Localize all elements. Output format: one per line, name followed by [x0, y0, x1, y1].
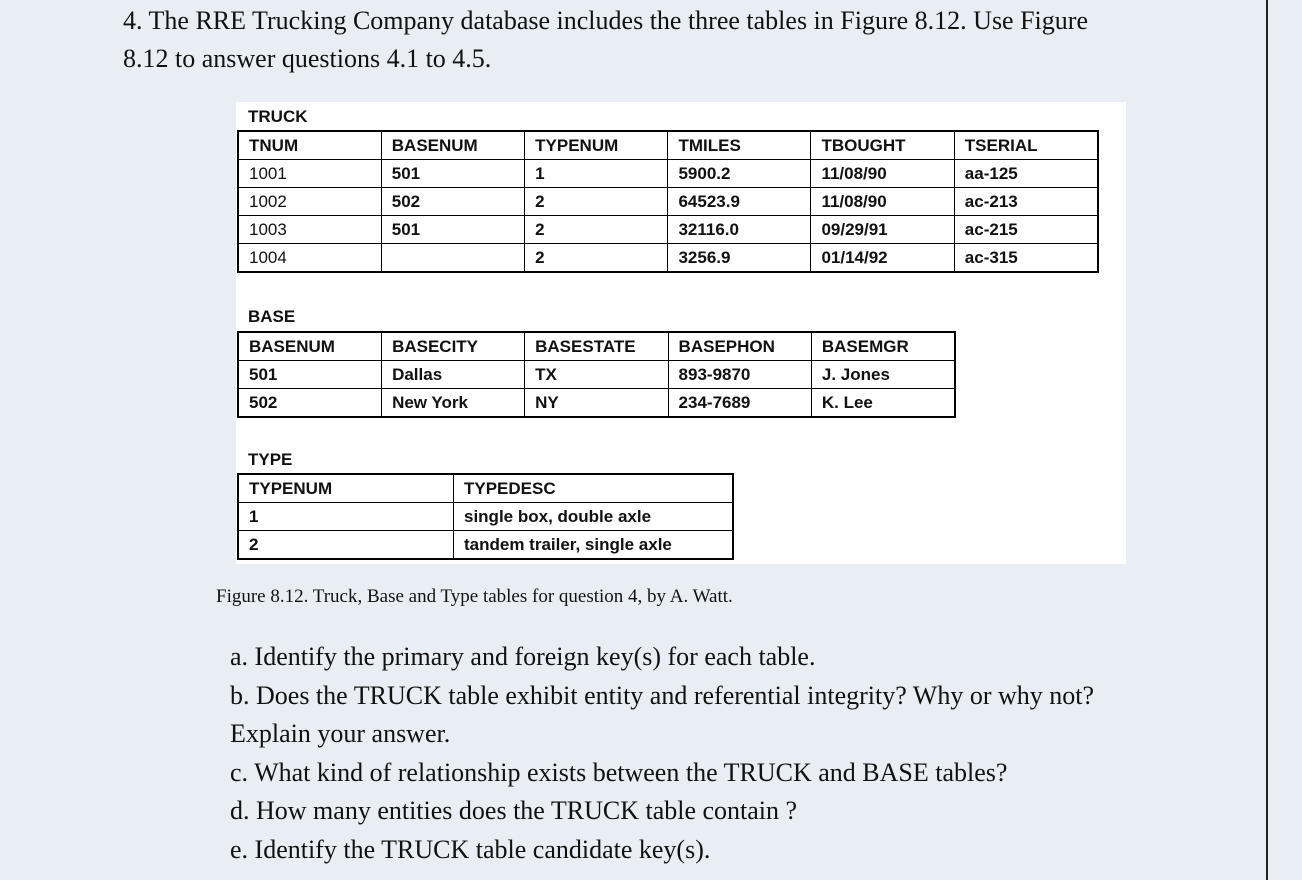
table-cell: 501 — [381, 160, 524, 188]
page-right-border — [1266, 0, 1268, 880]
table-row — [239, 216, 1098, 244]
table-cell: aa-125 — [954, 160, 1097, 188]
table-cell: 1003 — [239, 216, 382, 244]
table-cell: 11/08/90 — [811, 160, 954, 188]
table-cell: Dallas — [382, 361, 525, 389]
question-line-2: 8.12 to answer questions 4.1 to 4.5. — [123, 44, 492, 73]
table-cell: 3256.9 — [668, 244, 811, 272]
table-row — [239, 361, 955, 389]
subquestion-e: e. Identify the TRUCK table candidate key(s). — [230, 834, 711, 864]
subquestion-c: c. What kind of relationship exists between the TRUCK and BASE tables? — [230, 757, 1008, 787]
table-cell: 5900.2 — [668, 160, 811, 188]
table-cell: ac-215 — [954, 216, 1097, 244]
table-cell: 893-9870 — [668, 361, 811, 389]
table-cell: 502 — [381, 188, 524, 216]
header-cell: TYPENUM — [525, 132, 668, 160]
table-cell: 64523.9 — [668, 188, 811, 216]
table-cell: 2 — [525, 188, 668, 216]
figure-8-12 — [236, 102, 1126, 564]
table-cell: 501 — [239, 361, 382, 389]
table-cell: New York — [382, 389, 525, 417]
figure-caption: Figure 8.12. Truck, Base and Type tables for question 4, by A. Watt. — [216, 586, 733, 607]
table-cell: 01/14/92 — [811, 244, 954, 272]
subquestion-list — [230, 638, 1230, 869]
header-cell: TYPENUM — [239, 475, 454, 503]
table-cell: NY — [525, 389, 668, 417]
table-header-row — [239, 333, 955, 361]
type-table-title: TYPE — [248, 450, 293, 469]
subquestion-b: b. Does the TRUCK table exhibit entity and referential integrity? Why or why not? — [230, 680, 1095, 710]
question-text — [123, 2, 1213, 78]
header-cell: TNUM — [239, 132, 382, 160]
table-cell: 09/29/91 — [811, 216, 954, 244]
table-header-row — [239, 132, 1098, 160]
header-cell: BASEMGR — [811, 333, 954, 361]
table-row — [239, 389, 955, 417]
base-table — [238, 332, 955, 417]
question-line-1: 4. The RRE Trucking Company database includes the three tables in Figure 8.12. Use Figure — [123, 6, 1088, 35]
table-cell: 1 — [239, 503, 454, 531]
header-cell: BASECITY — [382, 333, 525, 361]
table-row — [239, 244, 1098, 272]
table-row — [239, 160, 1098, 188]
table-cell: 502 — [239, 389, 382, 417]
subquestion-b-continued: Explain your answer. — [230, 719, 451, 748]
truck-table — [238, 131, 1098, 272]
table-cell: 1002 — [239, 188, 382, 216]
table-cell: J. Jones — [811, 361, 954, 389]
table-row — [239, 503, 733, 531]
table-cell: 32116.0 — [668, 216, 811, 244]
header-cell: TBOUGHT — [811, 132, 954, 160]
truck-table-title: TRUCK — [248, 107, 308, 126]
table-cell: K. Lee — [811, 389, 954, 417]
table-cell: 234-7689 — [668, 389, 811, 417]
table-cell: TX — [525, 361, 668, 389]
header-cell: BASEPHON — [668, 333, 811, 361]
table-cell: 1001 — [239, 160, 382, 188]
table-cell: 501 — [381, 216, 524, 244]
header-cell: BASENUM — [239, 333, 382, 361]
table-cell: 1 — [525, 160, 668, 188]
table-cell: ac-315 — [954, 244, 1097, 272]
subquestion-d: d. How many entities does the TRUCK table contain ? — [230, 796, 798, 825]
table-cell: 2 — [525, 244, 668, 272]
base-table-title: BASE — [248, 307, 296, 326]
table-row — [239, 531, 733, 559]
table-cell — [381, 244, 524, 272]
table-cell: 11/08/90 — [811, 188, 954, 216]
table-cell: tandem trailer, single axle — [454, 531, 733, 559]
table-cell: 2 — [525, 216, 668, 244]
header-cell: TMILES — [668, 132, 811, 160]
table-cell: ac-213 — [954, 188, 1097, 216]
header-cell: TSERIAL — [954, 132, 1097, 160]
table-cell: 2 — [239, 531, 454, 559]
table-row — [239, 188, 1098, 216]
table-cell: single box, double axle — [454, 503, 733, 531]
type-table — [238, 474, 733, 559]
table-cell: 1004 — [239, 244, 382, 272]
header-cell: BASENUM — [381, 132, 524, 160]
subquestion-a: a. Identify the primary and foreign key(s) for each table. — [230, 642, 816, 671]
table-header-row — [239, 475, 733, 503]
header-cell: TYPEDESC — [454, 475, 733, 503]
header-cell: BASESTATE — [525, 333, 668, 361]
